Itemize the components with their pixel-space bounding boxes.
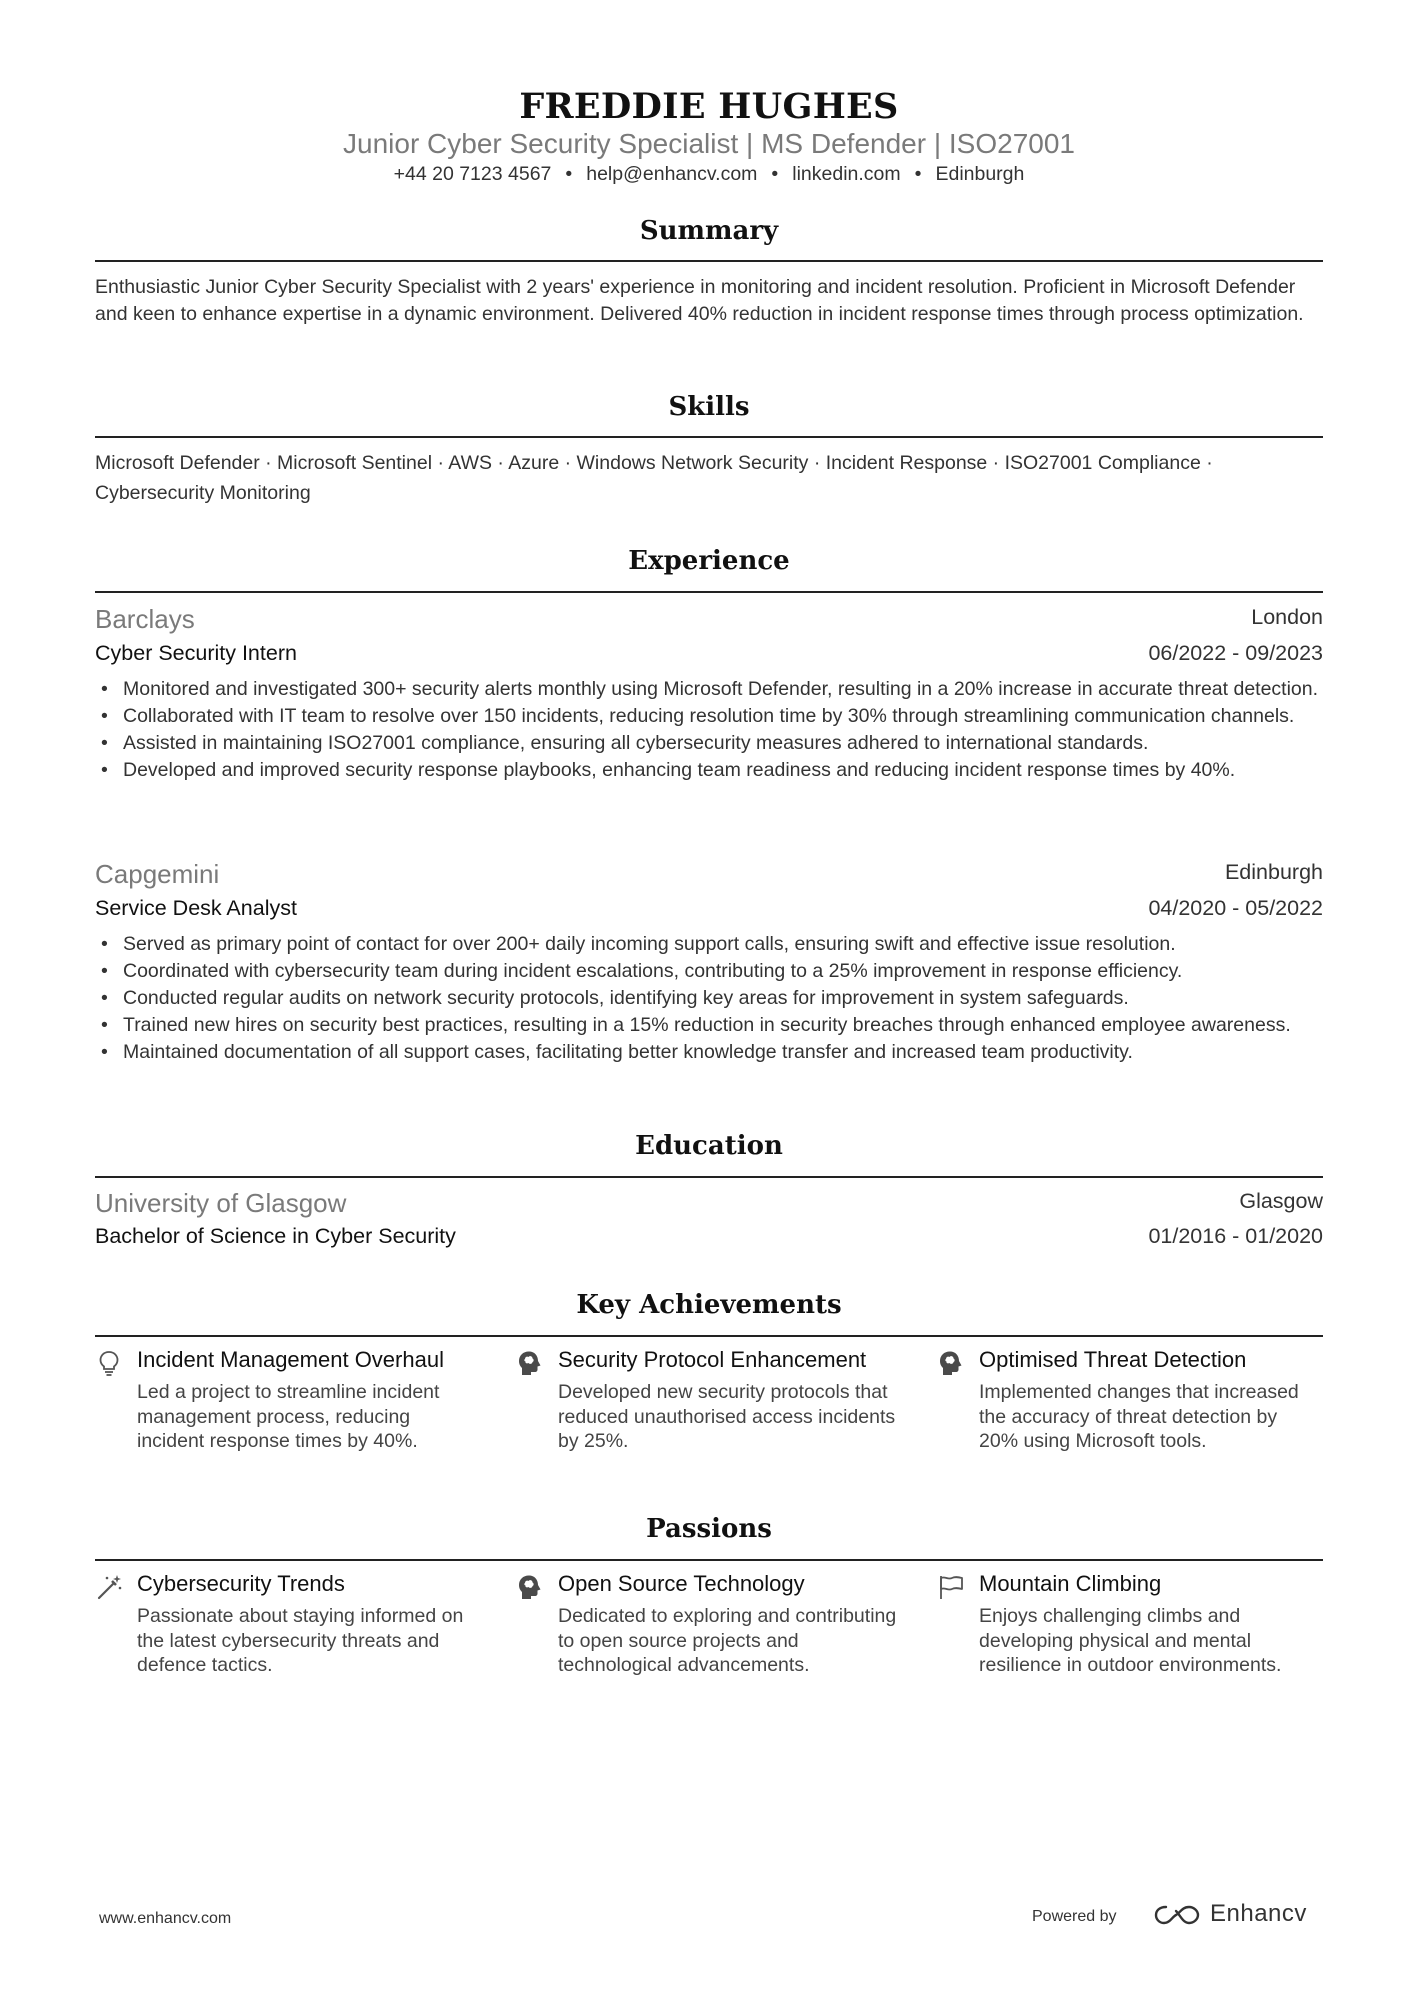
job-dates: 06/2022 - 09/2023 xyxy=(1148,641,1323,665)
section-title-achievements: Key Achievements xyxy=(576,1290,842,1320)
powered-by-label: Powered by xyxy=(1032,1908,1117,1925)
achievement-title: Incident Management Overhaul xyxy=(137,1347,444,1372)
list-item: • Served as primary point of contact for over 200+ daily incoming support calls, ensuring swift and effective issue resolution. xyxy=(123,931,1323,958)
contact-line xyxy=(95,163,1323,186)
brain-head-icon xyxy=(516,1349,544,1377)
list-item: • Conducted regular audits on network security protocols, identifying key areas for improvement in system safeguards. xyxy=(123,985,1323,1012)
candidate-name: FREDDIE HUGHES xyxy=(519,86,899,127)
contact-linkedin[interactable]: linkedin.com xyxy=(792,163,901,185)
achievement-description: Implemented changes that increased the accuracy of threat detection by 20% using Microsoft tools. xyxy=(979,1381,1299,1452)
achievement-description: Led a project to streamline incident management process, reducing incident response times by 40%. xyxy=(137,1381,440,1452)
section-title-passions: Passions xyxy=(646,1514,772,1544)
passion-description: Enjoys challenging climbs and developing physical and mental resilience in outdoor environments. xyxy=(979,1605,1282,1676)
list-item: • Collaborated with IT team to resolve over 150 incidents, reducing resolution time by 30% through streamlining communication channels. xyxy=(123,703,1323,730)
school-name: University of Glasgow xyxy=(95,1188,347,1218)
job-title: Service Desk Analyst xyxy=(95,896,297,920)
section-title-experience: Experience xyxy=(628,546,790,576)
achievements-grid xyxy=(95,1347,1323,1477)
brain-head-icon xyxy=(937,1349,965,1377)
job-location: Edinburgh xyxy=(1224,860,1323,884)
job-dates: 04/2020 - 05/2022 xyxy=(1148,896,1323,920)
education-dates: 01/2016 - 01/2020 xyxy=(1148,1224,1323,1248)
passion-title: Open Source Technology xyxy=(558,1571,805,1596)
passion-title: Mountain Climbing xyxy=(979,1571,1162,1596)
separator-dot: • xyxy=(914,163,922,185)
footer-url[interactable]: www.enhancv.com xyxy=(99,1910,232,1927)
list-item: • Developed and improved security response playbooks, enhancing team readiness and reducing incident response times by 40%. xyxy=(123,757,1323,784)
section-title-summary: Summary xyxy=(639,216,779,246)
section-title-skills: Skills xyxy=(668,392,750,422)
job-title: Cyber Security Intern xyxy=(95,641,297,665)
magic-wand-icon xyxy=(95,1573,123,1601)
summary-text: Enthusiastic Junior Cyber Security Specialist with 2 years' experience in monitoring and incident resolution. Proficient in Microsoft Defender and keen to enhance expertise in a dynamic environment. Delivered 40% reduction in incident response times through process optimization. xyxy=(95,276,1304,325)
passions-grid xyxy=(95,1571,1323,1681)
list-item: • Monitored and investigated 300+ security alerts monthly using Microsoft Defender, resulting in a 20% increase in accurate threat detection. xyxy=(123,676,1323,703)
list-item: • Assisted in maintaining ISO27001 compliance, ensuring all cybersecurity measures adhered to international standards. xyxy=(123,730,1323,757)
contact-location: Edinburgh xyxy=(935,163,1025,185)
achievement-description: Developed new security protocols that reduced unauthorised access incidents by 25%. xyxy=(558,1381,896,1452)
skills-list: Microsoft Defender · Microsoft Sentinel · AWS · Azure · Windows Network Security · Incident Response · ISO27001 Compliance · Cybersecurity Monitoring xyxy=(95,452,1213,504)
section-title-education: Education xyxy=(635,1131,783,1161)
job-bullets xyxy=(95,931,1323,1066)
contact-email[interactable]: help@enhancv.com xyxy=(586,163,758,185)
passion-description: Passionate about staying informed on the latest cybersecurity threats and defence tactics. xyxy=(137,1605,464,1676)
separator-dot: • xyxy=(771,163,779,185)
section-divider xyxy=(95,436,1323,438)
passion-description: Dedicated to exploring and contributing to open source projects and technological advancements. xyxy=(558,1605,897,1676)
section-divider xyxy=(95,1176,1323,1178)
passion-title: Cybersecurity Trends xyxy=(137,1571,345,1596)
brand-name: Enhancv xyxy=(1210,1900,1307,1927)
section-divider xyxy=(95,1335,1323,1337)
job-location: London xyxy=(1251,605,1323,629)
section-divider xyxy=(95,591,1323,593)
brand-logo[interactable] xyxy=(1152,1898,1307,1932)
list-item: • Coordinated with cybersecurity team during incident escalations, contributing to a 25% improvement in response efficiency. xyxy=(123,958,1323,985)
company-name: Barclays xyxy=(95,604,195,634)
section-divider xyxy=(95,260,1323,262)
flag-icon xyxy=(937,1573,965,1601)
brain-head-icon xyxy=(516,1573,544,1601)
enhancv-logo-icon xyxy=(1152,1898,1202,1932)
list-item: • Maintained documentation of all support cases, facilitating better knowledge transfer and increased team productivity. xyxy=(123,1039,1323,1066)
school-location: Glasgow xyxy=(1239,1189,1323,1213)
separator-dot: • xyxy=(565,163,573,185)
contact-phone: +44 20 7123 4567 xyxy=(393,163,552,185)
lightbulb-icon xyxy=(95,1349,123,1377)
list-item: • Trained new hires on security best practices, resulting in a 15% reduction in security breaches through enhanced employee awareness. xyxy=(123,1012,1323,1039)
achievement-title: Security Protocol Enhancement xyxy=(558,1347,867,1372)
achievement-title: Optimised Threat Detection xyxy=(979,1347,1247,1372)
section-divider xyxy=(95,1559,1323,1561)
degree: Bachelor of Science in Cyber Security xyxy=(95,1224,456,1248)
candidate-headline: Junior Cyber Security Specialist | MS Defender | ISO27001 xyxy=(343,128,1075,159)
company-name: Capgemini xyxy=(95,859,220,889)
job-bullets xyxy=(95,676,1323,784)
